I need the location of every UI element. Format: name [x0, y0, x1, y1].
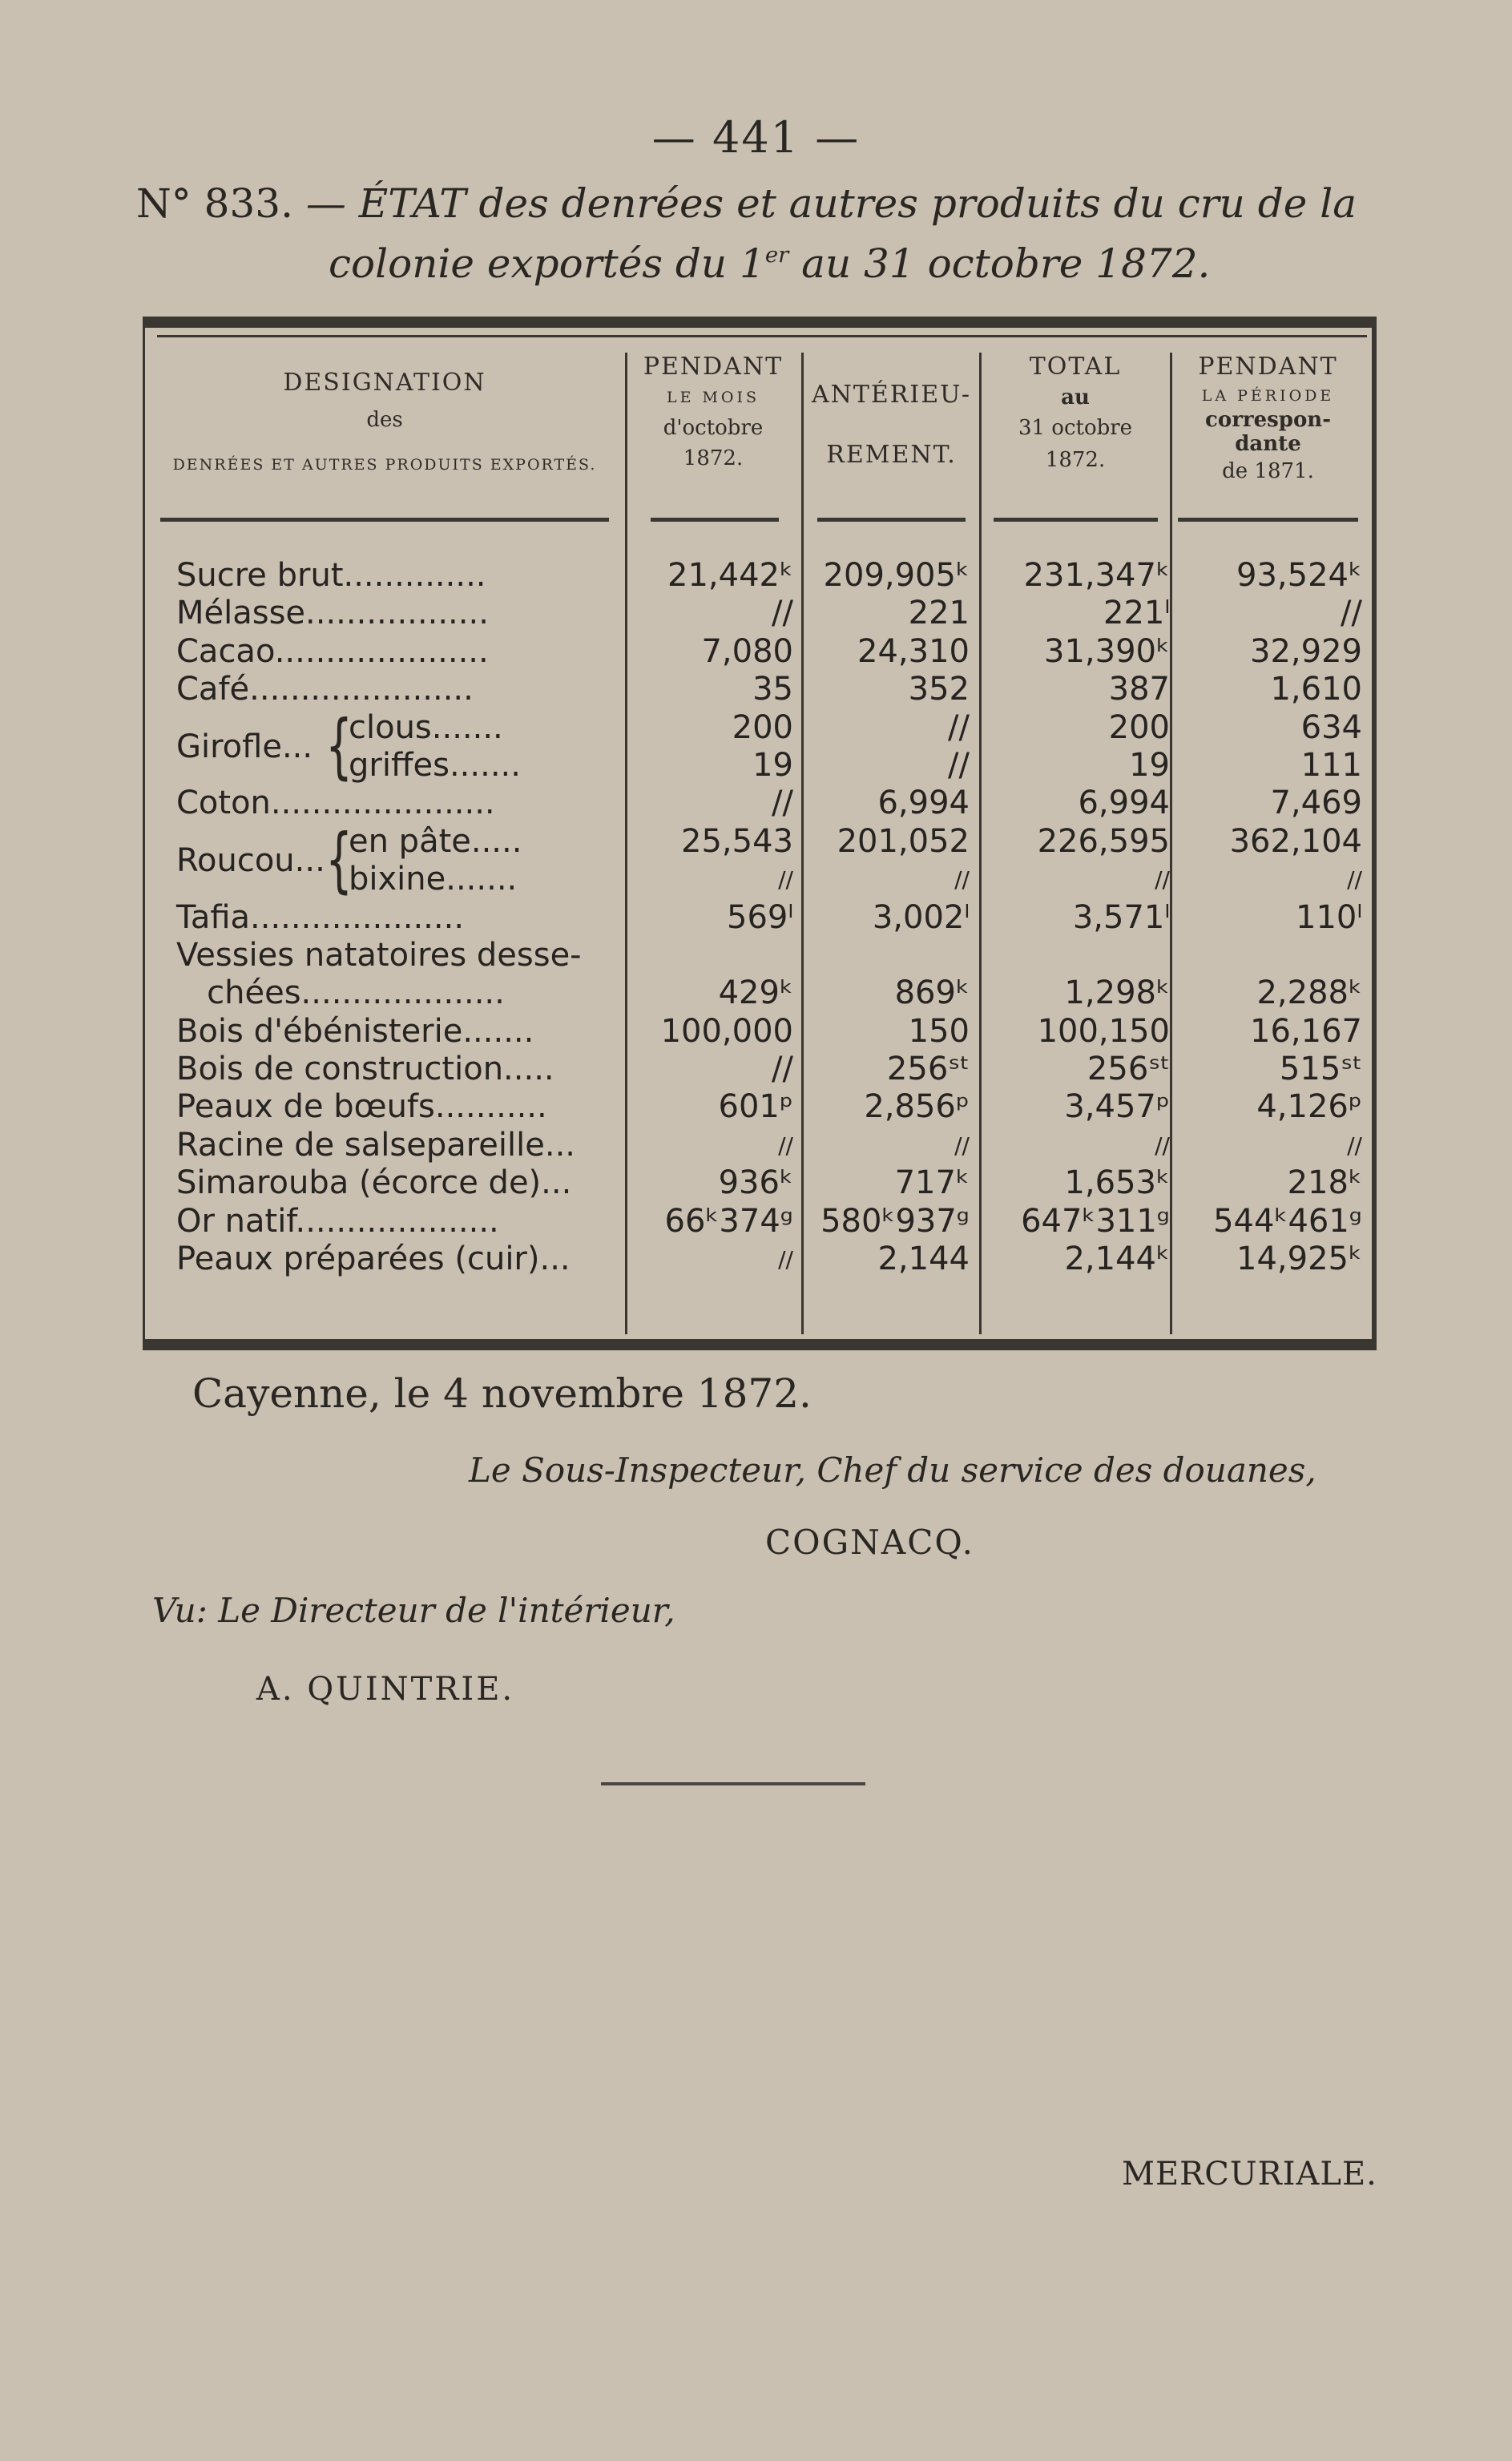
printer-mark: MERCURIALE.	[1122, 2156, 1377, 2193]
cell-month: //	[778, 1246, 793, 1273]
cell-period: 7,469	[1270, 785, 1362, 822]
cell-month: 7,080	[701, 632, 793, 670]
cell-month: 35	[752, 671, 793, 708]
signatory-role: Le Sous-Inspecteur, Chef du service des douanes,	[469, 1450, 1316, 1490]
header-separator-3	[817, 518, 966, 522]
header-previous-line2: REMENT.	[826, 441, 957, 469]
cell-month: 21,442ᵏ	[667, 557, 793, 594]
cell-period: 362,104	[1229, 822, 1362, 860]
header-period	[1174, 353, 1362, 483]
cell-month: 569ˡ	[727, 898, 793, 936]
header-period-line5: de 1871.	[1222, 459, 1314, 483]
header-period-line2: LA PÉRIODE	[1201, 387, 1335, 405]
cell-previous: //	[954, 866, 970, 894]
cell-previous: 209,905ᵏ	[823, 557, 970, 594]
row-label: Vessies natatoires desse-	[176, 936, 582, 974]
approval-line: Vu: Le Directeur de l'intérieur,	[152, 1591, 675, 1630]
cell-total: 6,994	[1078, 785, 1170, 822]
cell-total: 19	[1129, 746, 1170, 784]
title-superscript: er	[764, 241, 789, 268]
cell-month: 100,000	[660, 1012, 793, 1050]
table-row	[176, 1127, 1370, 1164]
title-text-line1: — ÉTAT des denrées et autres produits du cru de la	[305, 180, 1357, 227]
cell-previous: 256ˢᵗ	[886, 1051, 970, 1088]
cell-period: //	[1341, 595, 1362, 632]
cell-total: 3,571ˡ	[1072, 898, 1170, 936]
header-designation-line3: DENRÉES ET AUTRES PRODUITS EXPORTÉS.	[172, 456, 597, 474]
cell-previous: 6,994	[877, 785, 970, 822]
header-period-line3: correspon-	[1205, 408, 1331, 432]
table-row	[176, 671, 1370, 708]
cell-month: //	[778, 1132, 793, 1159]
cell-total: 2,144ᵏ	[1064, 1241, 1170, 1278]
cell-period: 110ˡ	[1296, 898, 1362, 936]
row-label: Mélasse..................	[176, 595, 489, 632]
header-total-line1: TOTAL	[1029, 353, 1122, 381]
row-label: Coton......................	[176, 785, 495, 822]
header-designation	[160, 369, 609, 474]
header-month	[629, 353, 797, 470]
cell-previous: 3,002ˡ	[872, 898, 970, 936]
row-label: Girofle...	[176, 728, 313, 765]
cell-total: 31,390ᵏ	[1044, 632, 1170, 670]
table-row	[176, 1013, 1370, 1051]
cell-month: 601ᵖ	[718, 1088, 793, 1126]
header-separator-1	[160, 518, 609, 522]
table-row	[176, 747, 1370, 785]
cell-previous: 24,310	[857, 632, 970, 670]
header-previous-line1: ANTÉRIEU-	[811, 381, 972, 409]
cell-month: //	[772, 595, 793, 632]
cell-period: 544ᵏ461ᵍ	[1213, 1202, 1362, 1240]
cell-period: 111	[1300, 746, 1362, 784]
row-label: Bois d'ébénisterie.......	[176, 1012, 534, 1050]
header-period-line1: PENDANT	[1198, 353, 1338, 381]
document-title-line2	[329, 240, 1210, 287]
cell-previous: 2,856ᵖ	[864, 1088, 970, 1126]
row-label: Peaux préparées (cuir)...	[176, 1241, 571, 1278]
header-total	[983, 353, 1167, 472]
header-total-line4: 1872.	[1045, 448, 1106, 472]
header-month-line4: 1872.	[683, 446, 744, 470]
row-sublabel: bixine.......	[349, 861, 518, 898]
document-number: N° 833.	[136, 180, 293, 227]
row-label: Roucou...	[176, 841, 325, 879]
page-number: — 441 —	[651, 112, 861, 163]
cell-month: 200	[732, 708, 793, 746]
row-label: Sucre brut..............	[176, 557, 486, 594]
row-label: Racine de salsepareille...	[176, 1126, 576, 1164]
table-row	[176, 861, 1370, 898]
header-period-line4: dante	[1235, 432, 1301, 456]
table-row	[176, 1088, 1370, 1126]
table-row	[176, 633, 1370, 671]
header-total-line2: au	[1061, 385, 1090, 409]
cell-period: 93,524ᵏ	[1236, 557, 1362, 594]
table-row	[176, 1051, 1370, 1088]
cell-previous: 580ᵏ937ᵍ	[821, 1202, 970, 1240]
cell-period: 2,288ᵏ	[1256, 974, 1362, 1012]
cell-month: //	[772, 785, 793, 822]
cell-month: 936ᵏ	[718, 1164, 793, 1202]
header-month-line1: PENDANT	[643, 353, 784, 381]
signatory-name-1: COGNACQ.	[765, 1523, 975, 1562]
table-row	[176, 557, 1370, 595]
cell-month: 25,543	[681, 822, 793, 860]
cell-period: 16,167	[1250, 1012, 1362, 1050]
document-title-line1	[136, 180, 1357, 227]
table-row	[176, 1203, 1370, 1241]
cell-total: 256ˢᵗ	[1087, 1051, 1170, 1088]
brace-glyph: {	[325, 704, 353, 787]
cell-total: 221ˡ	[1103, 595, 1170, 632]
cell-period: 14,925ᵏ	[1236, 1241, 1362, 1278]
place-date: Cayenne, le 4 novembre 1872.	[192, 1370, 812, 1417]
cell-period: //	[1347, 1132, 1362, 1159]
header-separator-2	[651, 518, 779, 522]
table-row	[176, 1164, 1370, 1202]
header-month-line2: LE MOIS	[666, 389, 760, 406]
cell-previous: 201,052	[837, 822, 970, 860]
cell-total: 3,457ᵖ	[1064, 1088, 1170, 1126]
row-label: chées....................	[176, 974, 505, 1012]
row-label: Cacao.....................	[176, 632, 489, 670]
header-previous	[805, 381, 978, 469]
header-designation-line2: des	[366, 408, 403, 432]
cell-month: //	[772, 1051, 793, 1088]
header-separator-4	[994, 518, 1158, 522]
row-label: Peaux de bœufs...........	[176, 1088, 547, 1126]
cell-total: 226,595	[1037, 822, 1170, 860]
row-label: Simarouba (écorce de)...	[176, 1164, 572, 1202]
header-designation-line1: DESIGNATION	[283, 369, 486, 397]
row-sublabel: clous.......	[349, 708, 503, 746]
cell-total: 231,347ᵏ	[1023, 557, 1170, 594]
cell-previous: //	[954, 1132, 970, 1159]
table-row	[176, 937, 1370, 974]
cell-previous: //	[948, 746, 970, 784]
brace-glyph: {	[325, 817, 353, 901]
cell-previous: 150	[908, 1012, 970, 1050]
title-text-line2-a: colonie exportés du 1	[329, 240, 765, 287]
table-row	[176, 595, 1370, 632]
row-sublabel: griffes.......	[349, 746, 521, 784]
cell-total: 1,653ᵏ	[1064, 1164, 1170, 1202]
row-label: Bois de construction.....	[176, 1051, 554, 1088]
cell-month: 429ᵏ	[718, 974, 793, 1012]
row-label: Café......................	[176, 671, 474, 708]
cell-period: 32,929	[1250, 632, 1362, 670]
cell-total: //	[1155, 866, 1170, 894]
cell-total: 387	[1108, 671, 1170, 708]
table-row	[176, 785, 1370, 822]
table-body	[176, 557, 1370, 1278]
table-row	[176, 899, 1370, 937]
cell-period: //	[1347, 866, 1362, 894]
cell-previous: 221	[908, 595, 970, 632]
title-text-line2-b: au 31 octobre 1872.	[788, 240, 1211, 287]
table-row	[176, 1241, 1370, 1278]
row-label: Tafia.....................	[176, 898, 465, 936]
cell-total: //	[1155, 1132, 1170, 1159]
table-row	[176, 974, 1370, 1012]
cell-month: 19	[752, 746, 793, 784]
row-label: Or natif....................	[176, 1202, 499, 1240]
cell-period: 4,126ᵖ	[1256, 1088, 1362, 1126]
cell-month: //	[778, 866, 793, 894]
cell-period: 218ᵏ	[1287, 1164, 1362, 1202]
cell-total: 1,298ᵏ	[1064, 974, 1170, 1012]
cell-previous: 352	[908, 671, 970, 708]
cell-period: 1,610	[1270, 671, 1362, 708]
cell-total: 200	[1108, 708, 1170, 746]
cell-period: 515ˢᵗ	[1279, 1051, 1362, 1088]
header-month-line3: d'octobre	[663, 416, 764, 440]
signatory-name-2: A. QUINTRIE.	[256, 1671, 515, 1708]
header-separator-5	[1178, 518, 1358, 522]
cell-previous: //	[948, 708, 970, 746]
section-divider	[601, 1782, 865, 1785]
header-total-line3: 31 octobre	[1018, 416, 1133, 440]
row-sublabel: en pâte.....	[349, 822, 522, 860]
cell-previous: 717ᵏ	[894, 1164, 970, 1202]
table-top-rule	[157, 335, 1367, 337]
cell-month: 66ᵏ374ᵍ	[664, 1202, 793, 1240]
cell-period: 634	[1300, 708, 1362, 746]
cell-previous: 2,144	[877, 1241, 970, 1278]
cell-previous: 869ᵏ	[894, 974, 970, 1012]
cell-total: 100,150	[1037, 1012, 1170, 1050]
cell-total: 647ᵏ311ᵍ	[1021, 1202, 1170, 1240]
